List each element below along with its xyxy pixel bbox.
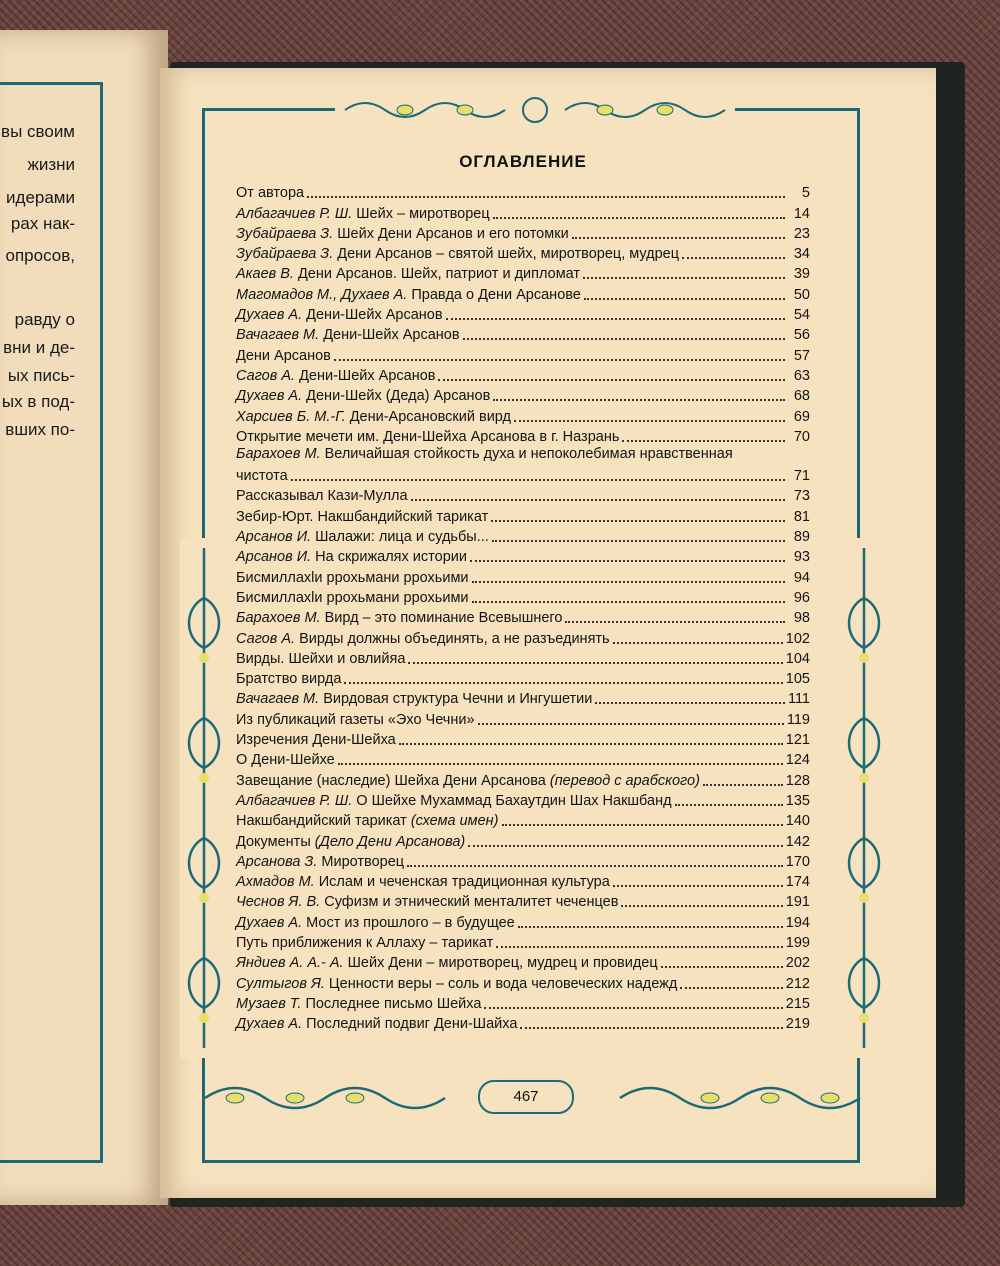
toc-entry-page: 89: [793, 529, 810, 546]
toc-entry: [236, 426, 810, 446]
dot-leader: [411, 499, 785, 501]
toc-entry-page: 191: [785, 894, 810, 911]
toc-entry-title: Зебир-Юрт. Накшбандийский тарикат: [236, 508, 489, 525]
toc-entry: [236, 729, 810, 749]
toc-entry-author: Вачагаев М.: [236, 691, 320, 708]
toc-entry: [236, 243, 810, 263]
toc-entry: [236, 546, 810, 566]
left-page-line: рах нак-: [10, 214, 75, 233]
toc-entry: [236, 972, 810, 992]
toc-entry: [236, 365, 810, 385]
toc-entry-page: 56: [793, 327, 810, 344]
toc-entry-title: Правда о Дени Арсанове: [411, 286, 581, 303]
toc-entry-author: Музаев Т.: [236, 995, 302, 1012]
toc-entry-title: Накшбандийский тарикат: [236, 813, 411, 830]
toc-entry-title: Бисмиллахlи ррохьмани ррохьими: [236, 569, 469, 586]
toc-entry-page: 54: [793, 307, 810, 324]
dot-leader: [613, 885, 783, 887]
toc-entry-author: Духаев А.: [236, 1016, 303, 1033]
toc-entry-page: 202: [785, 955, 810, 972]
toc-entry-title: Дени Арсанов. Шейх, патриот и дипломат: [297, 266, 581, 283]
toc-entry-title: Дени-Шейх (Деда) Арсанов: [306, 388, 491, 405]
toc-entry-author: Чеснов Я. В.: [236, 894, 321, 911]
toc-entry-title: Завещание (наследие) Шейха Дени Арсанова: [236, 772, 550, 789]
toc-entry-page: 124: [785, 752, 810, 769]
toc-entry-title: О Шейхе Мухаммад Бахаутдин Шах Накшбанд: [356, 792, 672, 809]
toc-entry: [236, 769, 810, 789]
toc-entry-page: 50: [793, 286, 810, 303]
toc-entry: [236, 526, 810, 546]
toc-entry-page: 23: [793, 225, 810, 242]
dot-leader: [472, 601, 785, 603]
dot-leader: [680, 987, 782, 989]
toc-entry: [236, 688, 810, 708]
toc-entry-page: 81: [793, 508, 810, 525]
toc-entry-page: 14: [793, 205, 810, 222]
toc-entry-page: 219: [785, 1016, 810, 1033]
toc-entries: [236, 182, 810, 1033]
toc-entry-title: Изречения Дени-Шейха: [236, 732, 396, 749]
right-side-ornament: [840, 538, 888, 1058]
dot-leader: [621, 905, 782, 907]
toc-entry-page: 121: [785, 732, 810, 749]
toc-entry-title: Дени-Шейх Арсанов: [306, 307, 443, 324]
toc-entry: [236, 810, 810, 830]
dot-leader: [446, 318, 785, 320]
table-of-contents: [236, 152, 810, 1033]
toc-entry-page: 94: [793, 569, 810, 586]
toc-entry-page: 102: [785, 630, 810, 647]
dot-leader: [661, 966, 783, 968]
toc-entry: [236, 1013, 810, 1033]
toc-entry-author: Арсанов И.: [236, 529, 312, 546]
toc-entry: [236, 648, 810, 668]
toc-entry-page: 70: [793, 428, 810, 445]
dot-leader: [583, 277, 785, 279]
page-number: 467: [478, 1080, 574, 1114]
toc-entry-line: [236, 446, 810, 465]
toc-entry-page: 5: [801, 185, 810, 202]
toc-entry-title: Рассказывал Кази-Мулла: [236, 488, 408, 505]
toc-entry-author: Яндиев А. А.- А.: [236, 955, 344, 972]
dot-leader: [492, 540, 785, 542]
toc-entry-page: 111: [787, 691, 810, 708]
toc-entry-page: 71: [793, 468, 810, 485]
toc-entry-page: 104: [785, 650, 810, 667]
toc-entry-page: 69: [793, 408, 810, 425]
dot-leader: [502, 824, 783, 826]
toc-entry-author: Албагачиев Р. Ш.: [236, 792, 353, 809]
toc-entry-page: 93: [793, 549, 810, 566]
toc-entry: [236, 202, 810, 222]
left-page-line: опросов,: [5, 246, 75, 265]
dot-leader: [520, 1027, 782, 1029]
toc-entry: [236, 304, 810, 324]
dot-leader: [514, 420, 785, 422]
toc-entry-page: 39: [793, 266, 810, 283]
toc-entry-title: Шейх Дени Арсанов и его потомки: [337, 225, 569, 242]
toc-entry-title: Братство вирда: [236, 671, 342, 688]
dot-leader: [472, 581, 785, 583]
toc-entry-author: Арсанова З.: [236, 853, 318, 870]
toc-entry-author: Вачагаев М.: [236, 327, 320, 344]
toc-entry: [236, 405, 810, 425]
toc-entry-page: 215: [785, 995, 810, 1012]
toc-entry: [236, 871, 810, 891]
dot-leader: [493, 217, 785, 219]
toc-entry-author: Акаев В.: [236, 266, 294, 283]
toc-entry-title: Дени Арсанов – святой шейх, миротворец, мудрец: [337, 246, 680, 263]
dot-leader: [470, 560, 785, 562]
toc-entry-author: Барахоев М.: [236, 445, 321, 462]
toc-entry-title: Шейх Дени – миротворец, мудрец и провидец: [347, 955, 658, 972]
toc-entry-author: Барахоев М.: [236, 610, 321, 627]
toc-entry-title: Величайшая стойкость духа и непоколебимая нравственная: [324, 445, 733, 462]
toc-entry-page: 194: [785, 914, 810, 931]
toc-entry: [236, 891, 810, 911]
toc-entry-title: Последнее письмо Шейха: [305, 995, 482, 1012]
toc-entry-title: О Дени-Шейхе: [236, 752, 335, 769]
dot-leader: [408, 662, 782, 664]
toc-entry-author: Албагачиев Р. Ш.: [236, 205, 353, 222]
dot-leader: [338, 763, 783, 765]
toc-entry-page: 212: [785, 975, 810, 992]
toc-entry: [236, 344, 810, 364]
left-page-line: вы своим: [1, 122, 75, 141]
toc-entry-page: 142: [785, 833, 810, 850]
dot-leader: [399, 743, 783, 745]
dot-leader: [307, 196, 785, 198]
toc-entry-author: Харсиев Б. М.-Г.: [236, 408, 346, 425]
toc-entry-author: Духаев А.: [236, 914, 303, 931]
dot-leader: [682, 257, 785, 259]
toc-entry: [236, 324, 810, 344]
left-page-line: жизни: [27, 155, 75, 174]
toc-entry-page: 170: [785, 853, 810, 870]
toc-entry-note: (перевод с арабского): [549, 772, 700, 789]
dot-leader: [407, 865, 783, 867]
toc-entry-page: 73: [793, 488, 810, 505]
toc-entry: [236, 223, 810, 243]
toc-entry-title: Шалажи: лица и судьбы...: [315, 529, 489, 546]
toc-entry-page: 128: [785, 772, 810, 789]
toc-entry-page: 135: [785, 792, 810, 809]
toc-entry-title: Вирдовая структура Чечни и Ингушетии: [323, 691, 593, 708]
dot-leader: [344, 682, 782, 684]
toc-entry-author: Духаев А.: [236, 388, 303, 405]
toc-entry: [236, 505, 810, 525]
toc-entry-page: 63: [793, 367, 810, 384]
toc-entry: [236, 993, 810, 1013]
dot-leader: [438, 379, 785, 381]
toc-entry-page: 96: [793, 589, 810, 606]
toc-entry-title: Последний подвиг Дени-Шайха: [306, 1016, 518, 1033]
dot-leader: [463, 338, 785, 340]
toc-entry: [236, 587, 810, 607]
toc-entry: [236, 566, 810, 586]
dot-leader: [595, 702, 785, 704]
toc-entry-author: Зубайраева З.: [236, 225, 334, 242]
toc-entry-title: Ислам и чеченская традиционная культура: [318, 874, 610, 891]
toc-entry: [236, 263, 810, 283]
toc-entry-page: 105: [785, 671, 810, 688]
dot-leader: [291, 479, 785, 481]
toc-entry-page: 199: [785, 934, 810, 951]
toc-entry-title: Бисмиллахlи ррохьмани ррохьими: [236, 589, 469, 606]
left-side-ornament: [180, 538, 228, 1058]
toc-entry-title: Документы: [236, 833, 315, 850]
dot-leader: [518, 926, 783, 928]
toc-entry-title: Шейх – миротворец: [356, 205, 490, 222]
toc-entry: [236, 385, 810, 405]
left-page-line: ых пись-: [7, 366, 75, 385]
toc-entry-title: Дени Арсанов: [236, 347, 331, 364]
toc-entry: [236, 749, 810, 769]
toc-entry-page: 68: [793, 388, 810, 405]
dot-leader: [491, 520, 785, 522]
toc-entry-author: Султыгов Я.: [236, 975, 325, 992]
toc-entry-title: Дени-Арсановский вирд: [349, 408, 512, 425]
toc-entry: [236, 708, 810, 728]
toc-entry: [236, 182, 810, 202]
toc-entry-author: Зубайраева З.: [236, 246, 334, 263]
left-page-line: вших по-: [5, 420, 75, 439]
toc-entry-author: Сагов А.: [236, 630, 296, 647]
toc-entry-title: На скрижалях истории: [315, 549, 467, 566]
dot-leader: [622, 440, 785, 442]
toc-entry-title: Вирды. Шейхи и овлийяа: [236, 650, 406, 667]
toc-entry-page: 174: [785, 874, 810, 891]
toc-entry-title: Вирд – это поминание Всевышнего: [324, 610, 563, 627]
toc-entry-title: Дени-Шейх Арсанов: [323, 327, 460, 344]
toc-entry-author: Магомадов М., Духаев А.: [236, 286, 408, 303]
dot-leader: [468, 845, 783, 847]
toc-entry-author: Сагов А.: [236, 367, 296, 384]
contents-page: [160, 68, 936, 1198]
dot-leader: [703, 784, 783, 786]
dot-leader: [584, 298, 785, 300]
toc-entry: [236, 911, 810, 931]
left-page-line: идерами: [6, 188, 75, 207]
dot-leader: [675, 804, 783, 806]
toc-entry-author: Духаев А.: [236, 307, 303, 324]
toc-entry: [236, 283, 810, 303]
toc-entry-note: (Дело Дени Арсанова): [314, 833, 466, 850]
left-page-line: равду о: [14, 310, 75, 329]
toc-entry-title: Миротворец: [321, 853, 405, 870]
toc-entry: [236, 790, 810, 810]
toc-entry: [236, 485, 810, 505]
top-ornament: [335, 92, 735, 128]
toc-entry-title: Суфизм и этнический менталитет чеченцев: [324, 894, 619, 911]
toc-entry: [236, 952, 810, 972]
toc-entry-title: Вирды должны объединять, а не разъединять: [299, 630, 610, 647]
toc-entry-title: Ценности веры – соль и вода человеческих надежд: [328, 975, 678, 992]
toc-entry-page: 140: [785, 813, 810, 830]
left-page-line: вни и де-: [3, 338, 75, 357]
toc-entry-author: Арсанов И.: [236, 549, 312, 566]
toc-entry-title-cont: чистота: [236, 468, 288, 485]
toc-entry: [236, 830, 810, 850]
toc-entry-page: 34: [793, 246, 810, 263]
toc-entry-title: От автора: [236, 185, 305, 202]
dot-leader: [334, 359, 785, 361]
dot-leader: [572, 237, 785, 239]
toc-entry-author: Ахмадов М.: [236, 874, 315, 891]
left-page: [0, 30, 168, 1205]
toc-entry: [236, 668, 810, 688]
toc-entry-title: Мост из прошлого – в будущее: [306, 914, 515, 931]
toc-entry: [236, 851, 810, 871]
toc-entry: [236, 465, 810, 485]
dot-leader: [484, 1007, 782, 1009]
toc-entry-title: Из публикаций газеты «Эхо Чечни»: [236, 711, 475, 728]
dot-leader: [493, 399, 785, 401]
toc-entry-page: 98: [793, 610, 810, 627]
dot-leader: [565, 621, 785, 623]
toc-entry: [236, 607, 810, 627]
toc-entry-title: Открытие мечети им. Дени-Шейха Арсанова в г. Назрань: [236, 428, 620, 445]
toc-entry-title: Дени-Шейх Арсанов: [299, 367, 436, 384]
toc-entry-note: (схема имен): [410, 813, 499, 830]
toc-entry-title: Путь приближения к Аллаху – тарикат: [236, 934, 494, 951]
toc-entry-page: 119: [786, 711, 810, 728]
left-page-line: ых в под-: [1, 392, 75, 411]
toc-entry-page: 57: [793, 347, 810, 364]
dot-leader: [478, 723, 784, 725]
dot-leader: [496, 946, 783, 948]
left-page-frame: [0, 82, 103, 1163]
toc-entry: [236, 627, 810, 647]
dot-leader: [613, 642, 783, 644]
toc-entry: [236, 932, 810, 952]
page-title: ОГЛАВЛЕНИЕ: [459, 152, 587, 171]
